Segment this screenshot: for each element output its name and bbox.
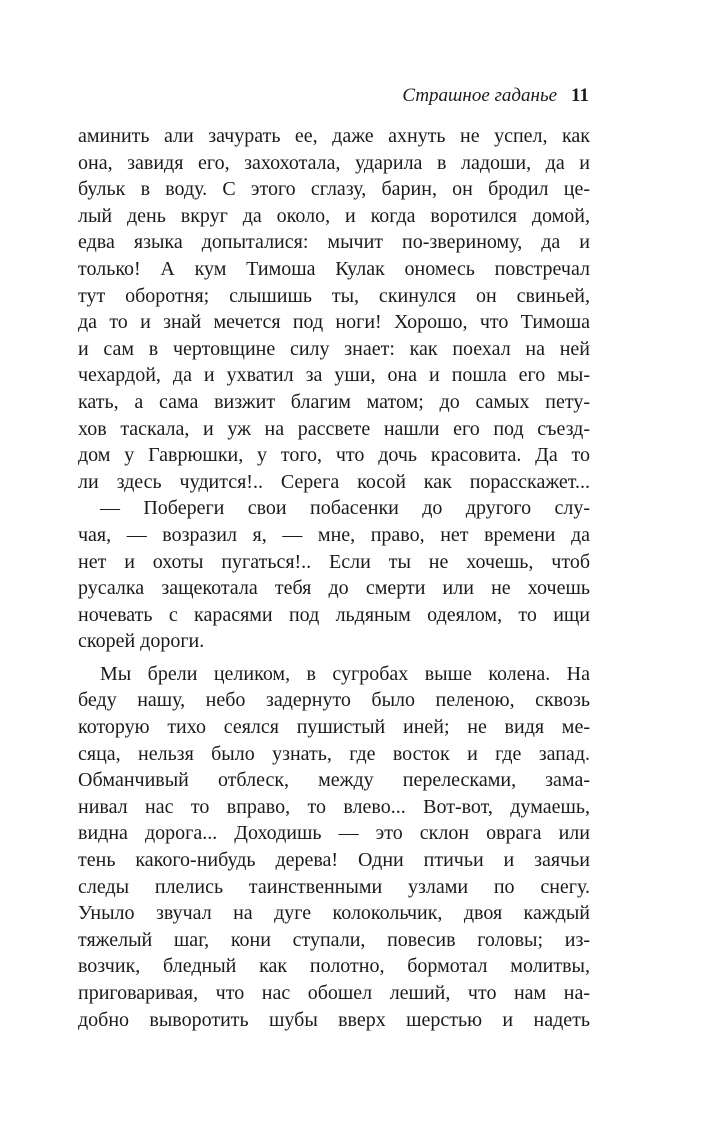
text-line: скорей дороги. xyxy=(78,630,205,653)
text-line: она, завидя его, захохотала, ударила в ладоши, да и xyxy=(78,151,590,174)
paragraph-2 xyxy=(78,495,590,655)
text-line: чая, — возразил я, — мне, право, нет времени да xyxy=(78,523,590,546)
text-line: аминить али зачурать ее, даже ахнуть не успел, как xyxy=(78,125,590,147)
text-line: хов таскала, и уж на рассвете нашли его под съезд- xyxy=(78,417,590,440)
text-line: да то и знай мечется под ноги! Хорошо, что Тимоша xyxy=(78,311,590,334)
paragraph-1 xyxy=(78,123,590,495)
text-line: — Побереги свои побасенки до другого слу- xyxy=(100,497,590,520)
text-line: тут оборотня; слышишь ты, скинулся он свиньей, xyxy=(78,284,590,307)
text-line: чехардой, да и ухватил за уши, она и пошла его мы- xyxy=(78,364,590,387)
text-line: тяжелый шаг, кони ступали, повесив головы; из- xyxy=(78,928,590,951)
text-line: и сам в чертовщине силу знает: как поехал на ней xyxy=(78,337,590,360)
running-header-title: Страшное гаданье xyxy=(402,85,558,106)
text-line: следы плелись таинственными узлами по снегу. xyxy=(78,875,590,898)
text-line: беду нашу, небо задернуто было пеленою, сквозь xyxy=(78,689,590,712)
paragraph-3 xyxy=(78,661,590,1033)
text-line: тень какого-нибудь дерева! Одни птичьи и заячьи xyxy=(78,849,590,872)
text-line: русалка защекотала тебя до смерти или не хочешь xyxy=(78,577,590,600)
text-line: видна дорога... Доходишь — это склон оврага или xyxy=(78,822,590,845)
text-line: только! А кум Тимоша Кулак ономесь повстречал xyxy=(78,257,590,280)
running-header xyxy=(402,84,589,108)
text-line: добно выворотить шубы вверх шерстью и надеть xyxy=(78,1008,590,1031)
body-text xyxy=(78,123,590,1033)
text-line: ночевать с карасями под льдяным одеялом, то ищи xyxy=(78,603,590,626)
text-line: нет и охоты пугаться!.. Если ты не хочешь, чтоб xyxy=(78,550,590,573)
page-number: 11 xyxy=(571,85,589,106)
text-line: дом у Гаврюшки, у того, что дочь красовита. Да то xyxy=(78,444,590,467)
text-line: которую тихо сеялся пушистый иней; не видя ме- xyxy=(78,716,590,739)
text-line: бульк в воду. С этого сглазу, барин, он бродил це- xyxy=(78,178,590,201)
text-line: едва языка допыталися: мычит по-звериному, да и xyxy=(78,231,590,254)
text-line: приговаривая, что нас обошел леший, что нам на- xyxy=(78,982,590,1004)
text-line: Мы брели целиком, в сугробах выше колена. На xyxy=(100,662,590,685)
text-line: кать, а сама визжит благим матом; до самых пету- xyxy=(78,390,590,413)
text-line: Обманчивый отблеск, между перелесками, зама- xyxy=(78,769,590,792)
text-line: ли здесь чудится!.. Серега косой как порасскажет... xyxy=(78,470,590,493)
text-line: сяца, нельзя было узнать, где восток и где запад. xyxy=(78,742,590,765)
text-line: Уныло звучал на дуге колокольчик, двоя каждый xyxy=(78,902,590,925)
text-line: лый день вкруг да около, и когда воротился домой, xyxy=(78,204,590,227)
text-line: возчик, бледный как полотно, бормотал молитвы, xyxy=(78,955,590,978)
text-line: нивал нас то вправо, то влево... Вот-вот, думаешь, xyxy=(78,795,590,818)
